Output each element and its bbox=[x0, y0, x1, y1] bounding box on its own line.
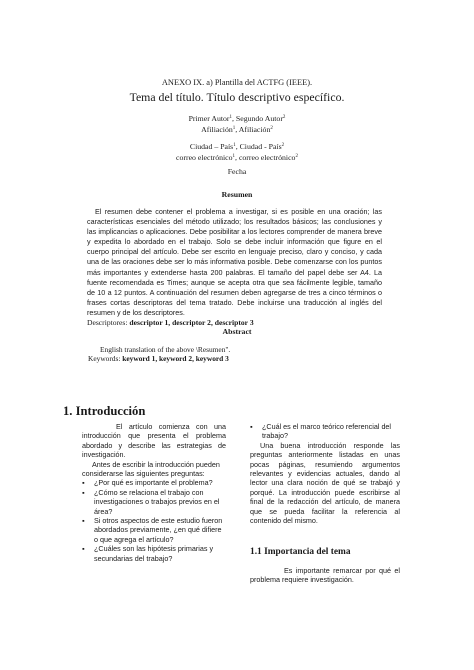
paper-title: Tema del título. Título descriptivo específico. bbox=[129, 90, 345, 104]
authors-block bbox=[0, 113, 474, 135]
author-affiliations: Afiliación$^1$, Afiliación$^2$ bbox=[201, 125, 273, 134]
bullet-icon: ▪ bbox=[250, 422, 253, 431]
section-1-heading: 1. Introducción bbox=[63, 404, 146, 418]
abstract-keywords: Keywords: keyword 1, keyword 2, keyword 3 bbox=[88, 354, 229, 364]
intro-paragraph-3: Una buena introducción responde las preguntas anteriormente listadas en unas pocas páginas, resumiendo argumentos relevantes y evidencias actuales, dando al lector una clara noción de qué se trabajó y porqué. La introducción puede escribirse al final de la redacción del artículo, de manera que se pueda facilitar la referencia al contenido del mismo. bbox=[250, 440, 400, 526]
author-locations: Ciudad – País$^1$, Ciudad - País$^2$ bbox=[189, 142, 285, 151]
questions-list bbox=[82, 478, 226, 563]
questions-list-cont bbox=[250, 422, 400, 441]
section-1-1-heading: 1.1 Importancia del tema bbox=[250, 547, 351, 557]
list-item: ▪ Si otros aspectos de este estudio fueron abordados previamente, ¿en qué difiere o que agrega el artículo? bbox=[82, 516, 223, 544]
author-emails: correo electrónico$^1$, correo electrónico$^2$ bbox=[176, 153, 298, 162]
resumen-text: El resumen debe contener el problema a investigar, si es posible en una oración; las características esenciales del método utilizado; los resultados básicos; las conclusiones y las implicancias o aplicaciones. Debe posibilitar a los lectores comprender de manera breve y expedita lo abordado en el trabajo. Solo se debe incluir información que figure en el cuerpo principal del artículo. Debe ser escrito en lenguaje preciso, claro y conciso, y cada una de las oraciones debe ser lo más informativa posible. Debe comenzarse con los puntos más importantes y extenderse hasta 200 palabras. El tamaño del papel debe ser A4. La fuente recomendada es Times; aunque se acepta otra que sea fácilmente legible, tamaño de 10 a 12 puntos. A continuación del resumen deben agregarse de tres a cinco términos o frases cortas descriptoras del tema tratado. Debe incluirse una traducción al inglés del resumen y de los descriptores. bbox=[87, 207, 382, 317]
abstract-text: English translation of the above \Resumen". bbox=[100, 345, 231, 354]
location-block bbox=[0, 141, 474, 163]
bullet-icon: ▪ bbox=[82, 516, 85, 526]
resumen-keywords: Descriptores: descriptor 1, descriptor 2, descriptor 3 bbox=[87, 318, 254, 328]
intro-paragraph-2: Antes de escribir la introducción pueden considerarse las siguientes preguntas: bbox=[82, 459, 220, 479]
list-item: ▪ ¿Cuál es el marco teórico referencial del trabajo? bbox=[250, 422, 392, 441]
importance-paragraph: Es importante remarcar por qué el problema requiere investigación. bbox=[250, 566, 400, 585]
section-1-1-body bbox=[250, 566, 400, 585]
right-column bbox=[250, 422, 400, 525]
list-item: ▪ ¿Por qué es importante el problema? bbox=[82, 478, 213, 488]
annex-label: ANEXO IX. a) Plantilla del ACTFG (IEEE). bbox=[161, 78, 313, 87]
left-column bbox=[82, 422, 226, 563]
list-item: ▪ ¿Cuáles son las hipótesis primarias y secundarias del trabajo? bbox=[82, 544, 214, 563]
intro-paragraph-1: El artículo comienza con una introducción que presenta el problema abordado y describe las estrategias de investigación. bbox=[82, 422, 226, 460]
resumen-body bbox=[87, 207, 382, 328]
date-line: Fecha bbox=[227, 167, 247, 176]
bullet-icon: ▪ bbox=[82, 478, 85, 488]
resumen-heading: Resumen bbox=[221, 190, 253, 199]
list-item: ▪ ¿Cómo se relaciona el trabajo con investigaciones o trabajos previos en el área? bbox=[82, 487, 220, 516]
bullet-icon: ▪ bbox=[82, 544, 85, 554]
bullet-icon: ▪ bbox=[82, 487, 85, 497]
abstract-body bbox=[88, 345, 380, 364]
abstract-heading: Abstract bbox=[222, 327, 252, 336]
author-names: Primer Autor$^1$, Segundo Autor$^2$ bbox=[188, 114, 286, 123]
